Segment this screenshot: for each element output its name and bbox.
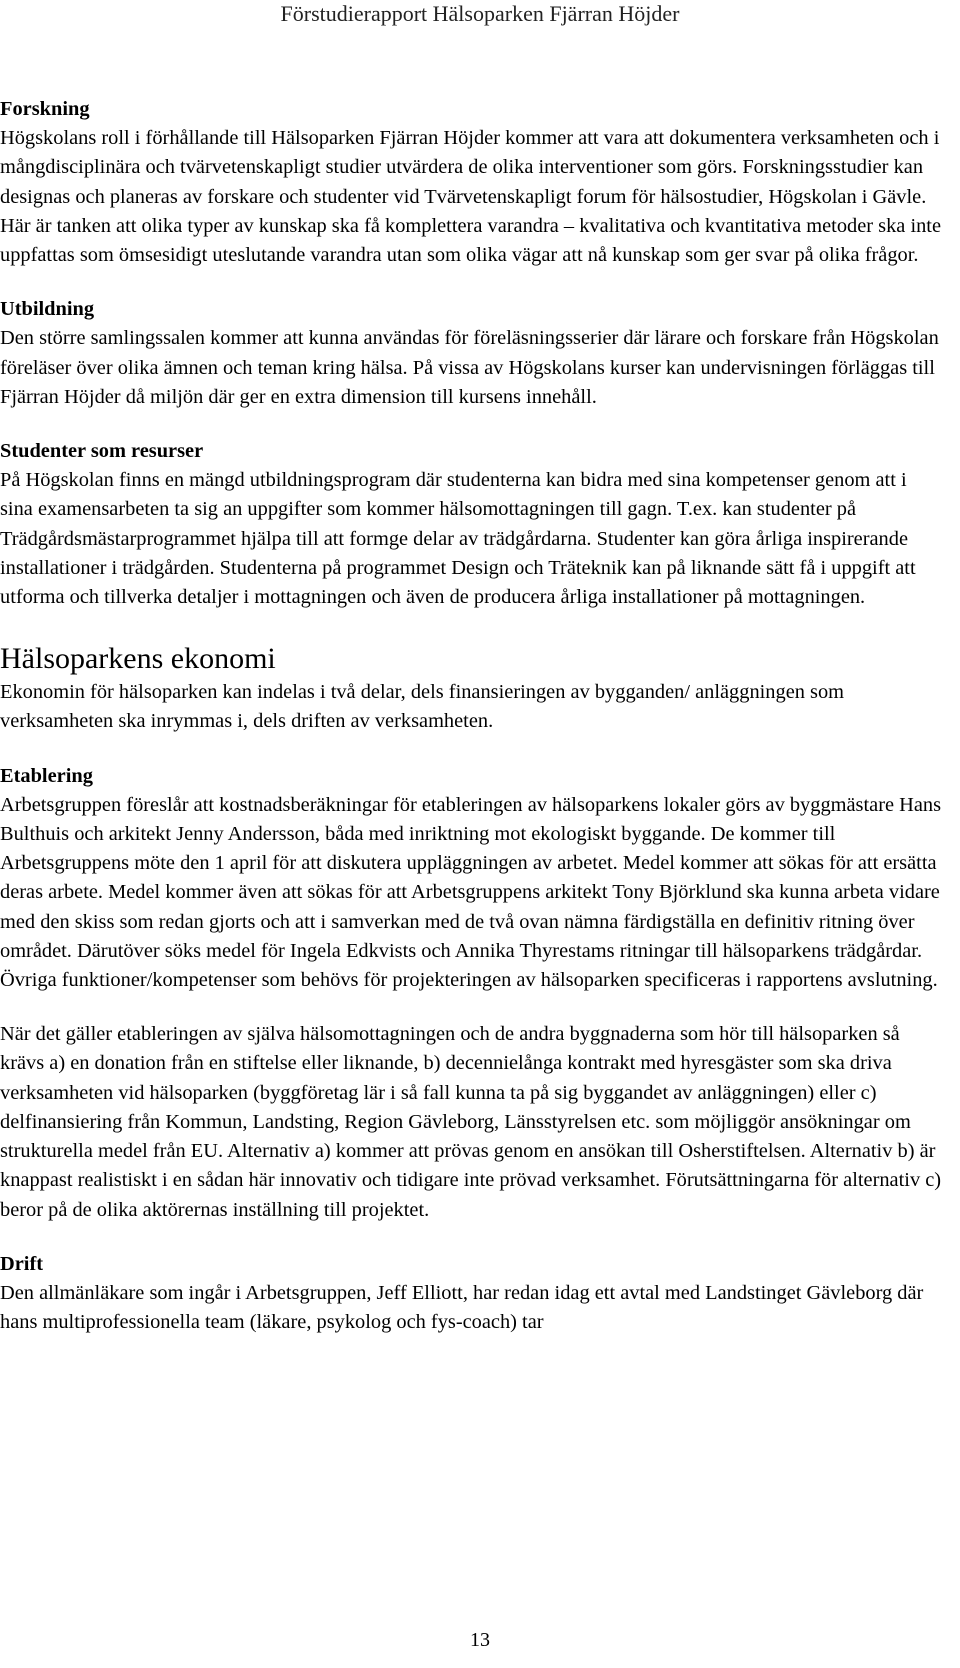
section-ekonomi: [0, 640, 944, 736]
paragraph-forskning: Högskolans roll i förhållande till Hälsoparken Fjärran Höjder kommer att vara att dokumentera verksamheten och i mångdisciplinära och tvärvetenskapligt studier utvärdera de olika interventioner som görs. Forskningsstudier kan designas och planeras av forskare och studenter vid Tvärvetenskapligt forum för hälsostudier, Högskolan i Gävle. Här är tanken att olika typer av kunskap ska få komplettera varandra – kvalitativa och kvantitativa metoder ska inte uppfattas som ömsesidigt uteslutande varandra utan som olika vägar att nå kunskap som ger svar på olika frågor.: [0, 127, 942, 267]
section-etablering: [0, 762, 944, 1225]
paragraph-utbildning: Den större samlingssalen kommer att kunna användas för föreläsningsserier där lärare och forskare från Högskolan föreläser över olika ämnen och teman kring hälsa. På vissa av Högskolans kurser kan undervisningen förläggas till Fjärran Höjder då miljön där ger en extra dimension till kursens innehåll.: [0, 327, 939, 408]
document-title: Förstudierapport Hälsoparken Fjärran Höjder: [280, 1, 680, 26]
section-forskning: [0, 95, 944, 270]
page-header: [0, 0, 960, 28]
document-body: [0, 95, 944, 1337]
section-studenter: [0, 437, 944, 612]
heading-ekonomi: Hälsoparkens ekonomi: [0, 642, 276, 676]
heading-drift: Drift: [0, 1252, 44, 1275]
paragraph-etablering-1: Arbetsgruppen föreslår att kostnadsberäkningar för etableringen av hälsoparkens lokaler görs av byggmästare Hans Bulthuis och arkitekt Jenny Andersson, båda med inriktning mot ekologiskt byggande. De kommer till Arbetsgruppens möte den 1 april för att diskutera uppläggningen av arbetet. Medel kommer att sökas för att ersätta deras arbete. Medel kommer även att sökas för att Arbetsgruppens arkitekt Tony Björklund ska kunna arbeta vidare med den skiss som redan gjorts och att i samverkan med de två ovan nämna färdigställa en definitiv ritning över området. Därutöver söks medel för Ingela Edkvists och Annika Thyrestams ritningar till hälsoparkens trädgårdar. Övriga funktioner/kompetenser som behövs för projekteringen av hälsoparken specificeras i rapportens avslutning.: [0, 793, 942, 992]
section-utbildning: [0, 295, 944, 412]
heading-forskning: Forskning: [0, 98, 90, 120]
heading-studenter: Studenter som resurser: [0, 440, 204, 463]
heading-etablering: Etablering: [0, 764, 93, 787]
paragraph-etablering-2: När det gäller etableringen av själva hälsomottagningen och de andra byggnaderna som hör till hälsoparken så krävs a) en donation från en stiftelse eller liknande, b) decennielånga kontrakt med hyresgäster som ska driva verksamheten vid hälsoparken (byggföretag lär i så fall kunna ta på sig byggandet av anläggningen) eller c) delfinansiering från Kommun, Landsting, Region Gävleborg, Länsstyrelsen etc. som möjliggör ansökningar om strukturella medel från EU. Alternativ a) kommer att prövas genom en ansökan till Osherstiftelsen. Alternativ b) är knappast realistiskt i en sådan här innovativ och tidigare inte prövad verksamhet. Förutsättningarna för alternativ c) beror på de olika aktörernas inställning till projektet.: [0, 1023, 942, 1221]
page-number: 13: [470, 1629, 490, 1651]
paragraph-ekonomi: Ekonomin för hälsoparken kan indelas i två delar, dels finansieringen av bygganden/ anläggningen som verksamheten ska inrymmas i, dels driften av verksamheten.: [0, 681, 845, 733]
paragraph-studenter: På Högskolan finns en mängd utbildningsprogram där studenterna kan bidra med sina kompetenser genom att i sina examensarbeten ta sig an uppgifter som kommer hälsomottagningen till gagn. T.ex. kan studenter på Trädgårdsmästarprogrammet hjälpa till att formge delar av trädgårdarna. Studenter kan göra årliga inspirerande installationer i trädgården. Studenterna på programmet Design och Träteknik kan på liknande sätt få i uppgift att utforma och tillverka detaljer i mottagningen och även de producera årliga installationer på mottagningen.: [0, 469, 916, 609]
heading-utbildning: Utbildning: [0, 298, 95, 321]
section-drift: [0, 1250, 944, 1338]
paragraph-drift: Den allmänläkare som ingår i Arbetsgruppen, Jeff Elliott, har redan idag ett avtal med Landstinget Gävleborg där hans multiprofessionella team (läkare, psykolog och fys-coach) tar: [0, 1281, 924, 1334]
